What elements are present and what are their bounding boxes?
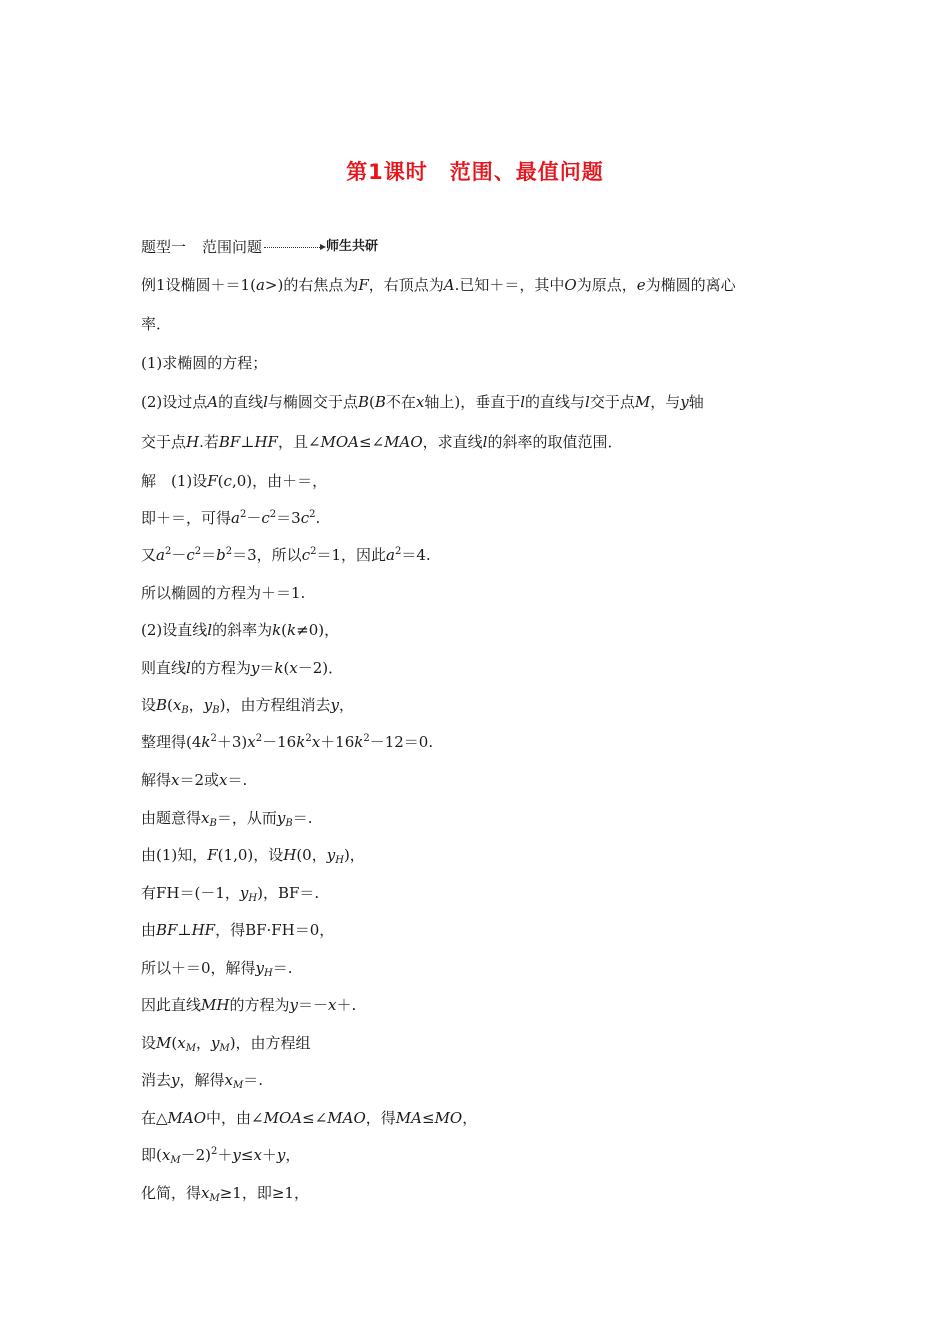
study-mode-tag: 师生共研	[326, 239, 379, 254]
part-2-question-line-2: 交于点H.若BF⊥HF，且∠MOA≤∠MAO，求直线l的斜率的取值范围．	[141, 433, 623, 451]
solution-line-7: 设$B(x_B$，$y_B$)，由方程组消去y，	[141, 696, 354, 716]
solution-line-14: 所以＋＝0，解得$y_H=$.	[141, 959, 293, 979]
solution-line-6: 则直线l的方程为y＝k(x－2)．	[141, 659, 344, 677]
type-topic: 范围问题	[202, 238, 263, 256]
example-statement-line-2: 率．	[141, 315, 172, 333]
solution-line-10: 由题意得$x_B=$，从而$y_B=$.	[141, 809, 313, 829]
example-statement-line-1: 例1设椭圆＋＝1(a>)的右焦点为F，右顶点为A.已知＋＝，其中O为原点，e为椭圆的离心	[141, 276, 736, 294]
solution-line-18: 在△MAO中，由∠MOA≤∠MAO，得MA≤MO，	[141, 1109, 478, 1127]
arrow-icon	[264, 247, 324, 248]
solution-line-2: 即＋＝，可得$a^2-c^2=3c^2$.	[141, 509, 321, 527]
solution-line-8: 整理得$(4k^2+3)x^2-16k^2x+16k^2-12=0$.	[141, 733, 434, 751]
solution-line-12: 有FH＝(－1，$y_H$)，BF＝.	[141, 884, 320, 904]
part-2-question-line-1: (2)设过点A的直线l与椭圆交于点B(B不在x轴上)，垂直于l的直线与l交于点M，与y轴	[141, 393, 704, 411]
solution-line-5: (2)设直线l的斜率为k(k≠0)，	[141, 621, 340, 639]
solution-line-19: 即$(x_M-2)^2+y\le x+y$，	[141, 1146, 301, 1166]
solution-line-4: 所以椭圆的方程为＋＝1.	[141, 584, 306, 602]
part-1-question: (1)求椭圆的方程；	[141, 354, 268, 372]
solution-line-13: 由BF⊥HF，得BF·FH＝0，	[141, 921, 335, 939]
type-label: 题型一	[141, 238, 187, 256]
solution-line-3: 又$a^2-c^2=b^2=3$，所以$c^2=1$，因此$a^2=4$.	[141, 546, 431, 564]
solution-line-1: 解 (1)设F(c,0)，由＋＝，	[141, 472, 328, 490]
solution-line-17: 消去y，解得$x_M=$.	[141, 1071, 264, 1091]
solution-line-11: 由(1)知，F(1,0)，设H(0，$y_H$)，	[141, 846, 365, 866]
page-title: 第1课时 范围、最值问题	[346, 160, 604, 184]
solution-line-20: 化简，得$x_M\ge 1$，即≥1，	[141, 1184, 309, 1204]
solution-line-16: 设$M(x_M$，$y_M$)，由方程组	[141, 1034, 311, 1054]
solution-line-9: 解得x＝2或x＝.	[141, 771, 248, 789]
solution-line-15: 因此直线MH的方程为y＝－x＋.	[141, 996, 357, 1014]
question-type-row	[141, 237, 378, 257]
